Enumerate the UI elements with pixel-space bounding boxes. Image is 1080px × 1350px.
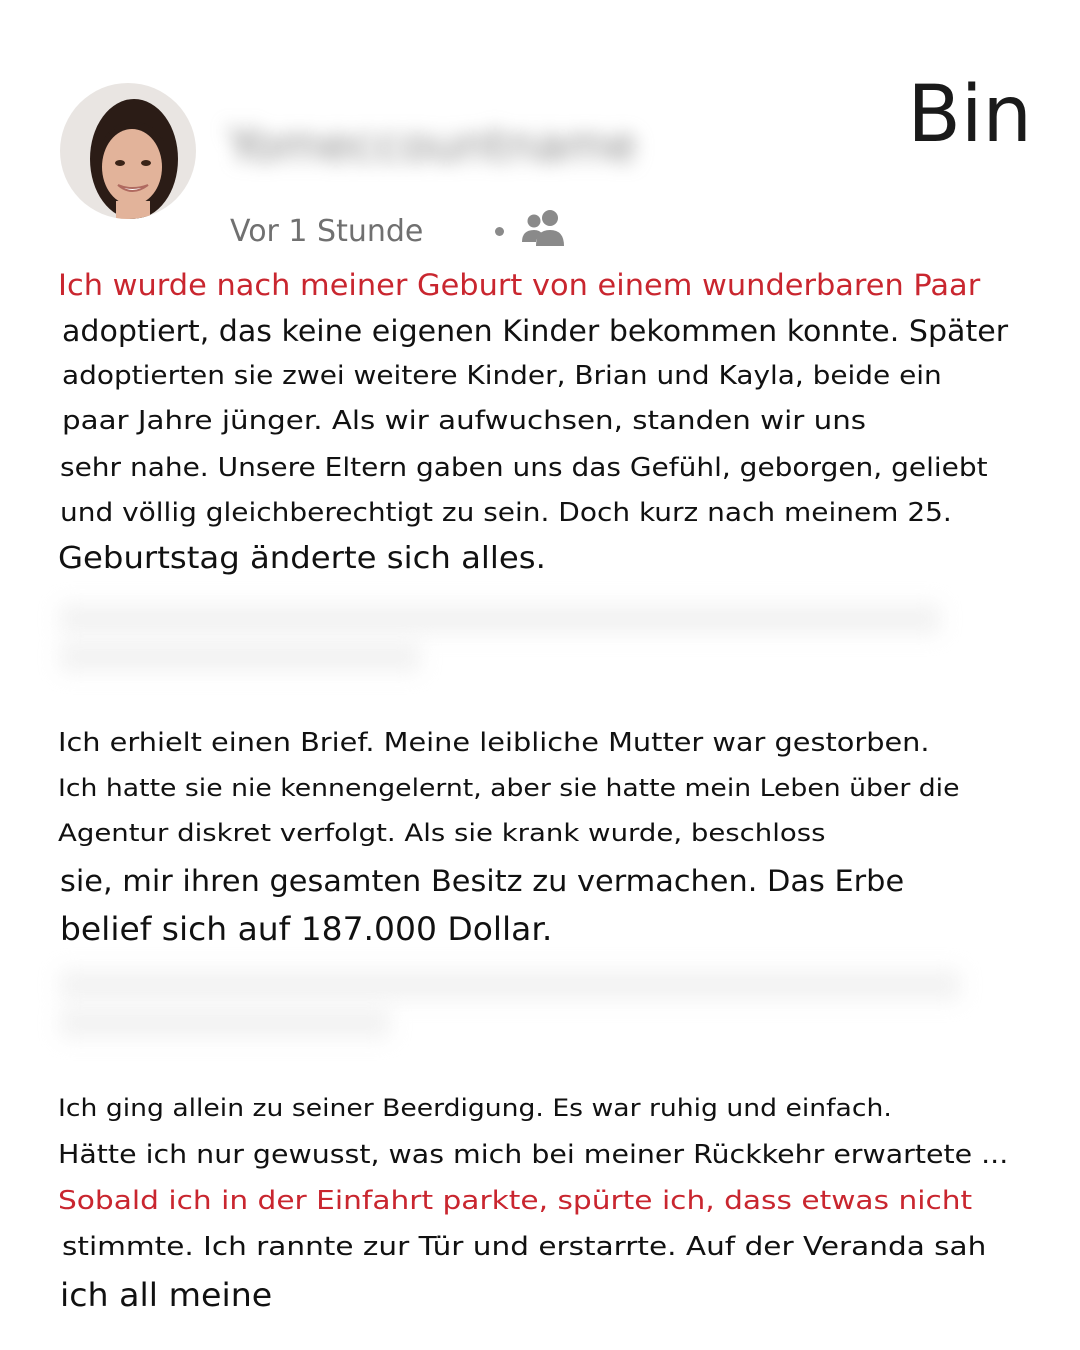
corner-label: Bin [907, 70, 1032, 160]
post-text-line: Geburtstag änderte sich alles. [58, 541, 546, 576]
post-text-line: Ich hatte sie nie kennengelernt, aber sie hatte mein Leben über die [58, 774, 960, 802]
post-text-line: belief sich auf 187.000 Dollar. [60, 910, 553, 948]
post-text-line: stimmte. Ich rannte zur Tür und erstarrte. Auf der Veranda sah [62, 1232, 987, 1262]
post-time[interactable]: Vor 1 Stunde [230, 213, 424, 249]
post-text-line: Ich erhielt einen Brief. Meine leibliche Mutter war gestorben. [58, 728, 930, 758]
blurred-text [60, 1008, 390, 1038]
author-name[interactable]: Yomeccountname [228, 118, 637, 172]
people-icon[interactable] [520, 208, 568, 254]
post-text-line: adoptierten sie zwei weitere Kinder, Brian und Kayla, beide ein [62, 361, 942, 391]
separator-dot [495, 227, 504, 236]
post-text-line: ich all meine [60, 1276, 273, 1314]
blurred-text [60, 604, 940, 634]
post-text-line: adoptiert, das keine eigenen Kinder bekommen konnte. Später [62, 314, 1009, 348]
post-text-line: und völlig gleichberechtigt zu sein. Doch kurz nach meinem 25. [60, 498, 952, 528]
post-text-line: sie, mir ihren gesamten Besitz zu vermachen. Das Erbe [60, 864, 905, 898]
post-text-line: Ich ging allein zu seiner Beerdigung. Es war ruhig und einfach. [58, 1094, 892, 1122]
blurred-text [60, 970, 960, 1000]
post-text-line: Sobald ich in der Einfahrt parkte, spürte ich, dass etwas nicht [58, 1186, 973, 1216]
post-meta [230, 208, 568, 254]
post-text-line: paar Jahre jünger. Als wir aufwuchsen, standen wir uns [62, 406, 867, 436]
post-text-line: Agentur diskret verfolgt. Als sie krank wurde, beschloss [58, 819, 826, 847]
avatar[interactable] [60, 83, 196, 219]
post-text-line: Ich wurde nach meiner Geburt von einem wunderbaren Paar [58, 268, 981, 302]
post-text-line: Hätte ich nur gewusst, was mich bei meiner Rückkehr erwartete ... [58, 1140, 1009, 1170]
post-text-line: sehr nahe. Unsere Eltern gaben uns das Gefühl, geborgen, geliebt [60, 453, 988, 483]
blurred-text [60, 642, 420, 672]
